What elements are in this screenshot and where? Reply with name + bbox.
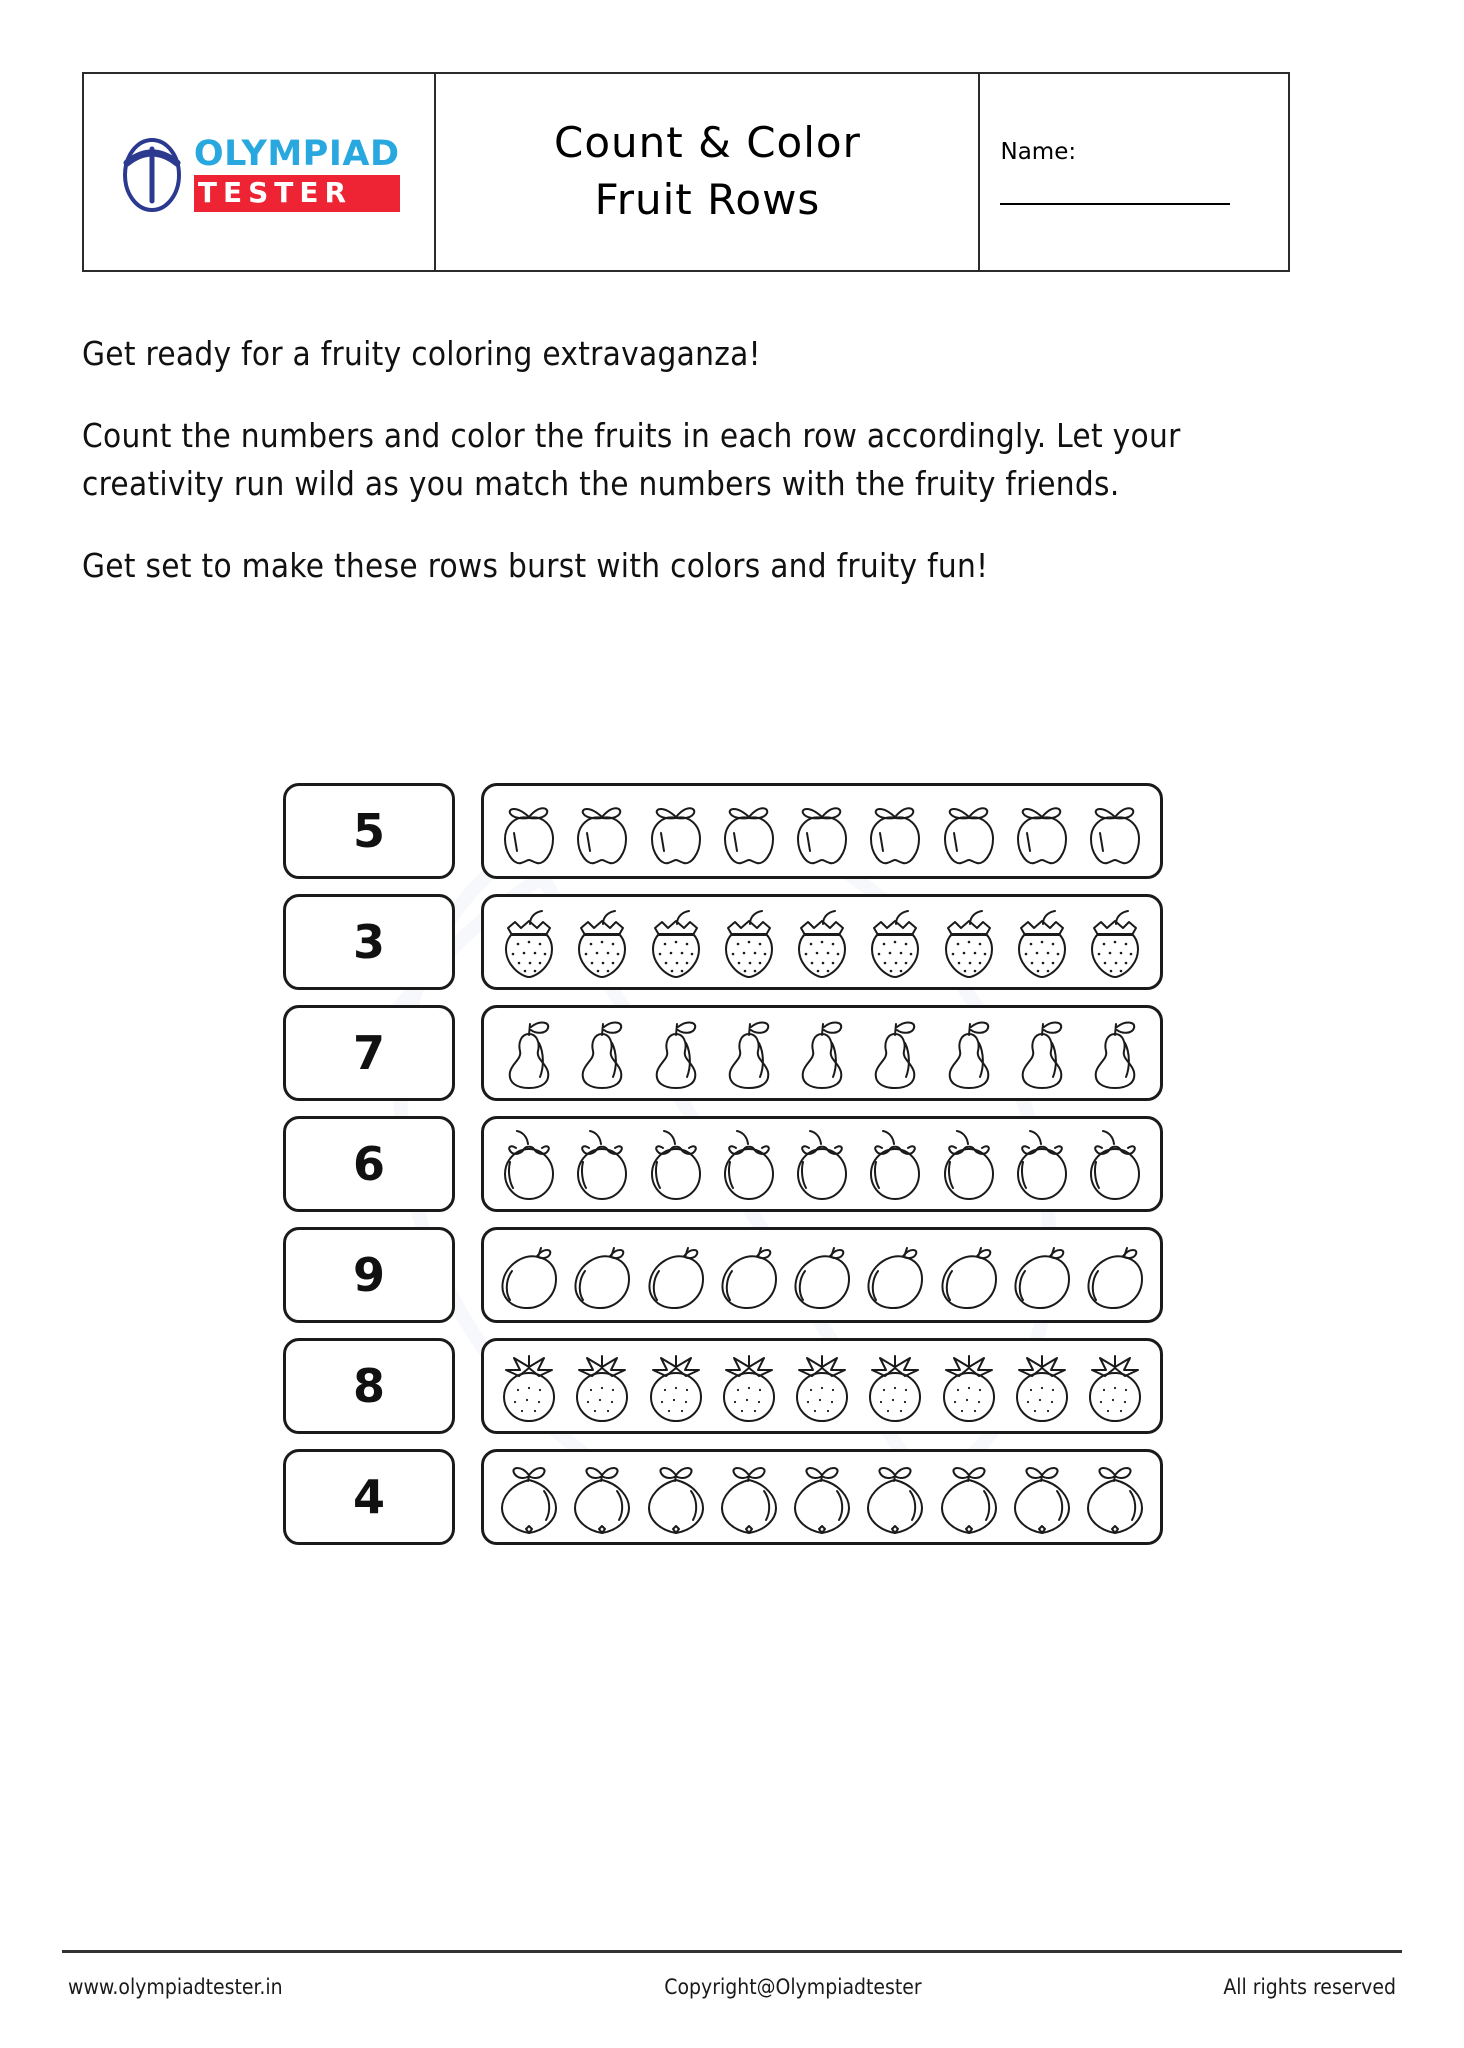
mango-outline-icon[interactable] (567, 1237, 637, 1313)
fruit-strip (481, 894, 1163, 990)
pear-outline-icon[interactable] (1007, 1015, 1077, 1091)
pear-outline-icon[interactable] (1080, 1015, 1150, 1091)
number-box[interactable] (283, 1005, 455, 1101)
exercise-row (283, 1005, 1163, 1101)
footer-website[interactable]: www.olympiadtester.in (68, 1975, 283, 1999)
tomato-outline-icon[interactable] (494, 1348, 564, 1424)
exercise-rows (283, 783, 1163, 1545)
exercise-row (283, 894, 1163, 990)
mango-outline-icon[interactable] (787, 1237, 857, 1313)
apple-outline-icon[interactable] (714, 793, 784, 869)
apple-outline-icon[interactable] (641, 793, 711, 869)
lemon-outline-icon[interactable] (787, 1459, 857, 1535)
mango-outline-icon[interactable] (1007, 1237, 1077, 1313)
tomato-outline-icon[interactable] (714, 1348, 784, 1424)
fruit-strip (481, 1005, 1163, 1101)
mango-outline-icon[interactable] (641, 1237, 711, 1313)
mango-outline-icon[interactable] (934, 1237, 1004, 1313)
number-box[interactable] (283, 894, 455, 990)
orange-outline-icon[interactable] (494, 1126, 564, 1202)
apple-outline-icon[interactable] (1080, 793, 1150, 869)
orange-outline-icon[interactable] (787, 1126, 857, 1202)
tomato-outline-icon[interactable] (1080, 1348, 1150, 1424)
apple-outline-icon[interactable] (494, 793, 564, 869)
tomato-outline-icon[interactable] (641, 1348, 711, 1424)
instructions-block (82, 330, 1322, 589)
lemon-outline-icon[interactable] (1080, 1459, 1150, 1535)
strawberry-outline-icon[interactable] (860, 904, 930, 980)
orange-outline-icon[interactable] (934, 1126, 1004, 1202)
strawberry-outline-icon[interactable] (567, 904, 637, 980)
number-value: 7 (352, 1026, 385, 1080)
tomato-outline-icon[interactable] (787, 1348, 857, 1424)
orange-outline-icon[interactable] (860, 1126, 930, 1202)
exercise-row (283, 1227, 1163, 1323)
orange-outline-icon[interactable] (714, 1126, 784, 1202)
header-logo-cell (84, 74, 436, 270)
pear-outline-icon[interactable] (934, 1015, 1004, 1091)
pear-outline-icon[interactable] (787, 1015, 857, 1091)
footer-rights-reserved: All rights reserved (1223, 1975, 1396, 1999)
tomato-outline-icon[interactable] (860, 1348, 930, 1424)
number-box[interactable] (283, 1227, 455, 1323)
olympiad-tester-logo (119, 135, 400, 213)
number-value: 8 (352, 1359, 385, 1413)
strawberry-outline-icon[interactable] (1007, 904, 1077, 980)
footer-items (62, 1975, 1402, 1999)
lemon-outline-icon[interactable] (860, 1459, 930, 1535)
lemon-outline-icon[interactable] (567, 1459, 637, 1535)
strawberry-outline-icon[interactable] (1080, 904, 1150, 980)
apple-outline-icon[interactable] (1007, 793, 1077, 869)
instruction-paragraph-3: Get set to make these rows burst with colors and fruity fun! (82, 545, 989, 585)
exercise-row (283, 1116, 1163, 1212)
page-footer (62, 1950, 1402, 1999)
exercise-row (283, 1449, 1163, 1545)
fruit-strip (481, 1227, 1163, 1323)
apple-outline-icon[interactable] (860, 793, 930, 869)
header-title-cell (436, 74, 980, 270)
name-input-line[interactable] (1000, 203, 1230, 205)
orange-outline-icon[interactable] (1080, 1126, 1150, 1202)
strawberry-outline-icon[interactable] (714, 904, 784, 980)
logo-word-tester: TESTER (197, 175, 353, 209)
fruit-strip (481, 1449, 1163, 1545)
pear-outline-icon[interactable] (714, 1015, 784, 1091)
pear-outline-icon[interactable] (567, 1015, 637, 1091)
lemon-outline-icon[interactable] (934, 1459, 1004, 1535)
orange-outline-icon[interactable] (567, 1126, 637, 1202)
lemon-outline-icon[interactable] (714, 1459, 784, 1535)
header-table (82, 72, 1290, 272)
fruit-strip (481, 783, 1163, 879)
pear-outline-icon[interactable] (860, 1015, 930, 1091)
exercise-row (283, 783, 1163, 879)
number-value: 9 (352, 1248, 385, 1302)
lemon-outline-icon[interactable] (641, 1459, 711, 1535)
page-title-line-2: Fruit Rows (594, 175, 821, 224)
mango-outline-icon[interactable] (1080, 1237, 1150, 1313)
name-label: Name: (1000, 139, 1077, 165)
instruction-paragraph-1: Get ready for a fruity coloring extravaganza! (82, 334, 761, 373)
footer-copyright: Copyright@Olympiadtester (664, 1975, 922, 1999)
orange-outline-icon[interactable] (1007, 1126, 1077, 1202)
mango-outline-icon[interactable] (714, 1237, 784, 1313)
pear-outline-icon[interactable] (641, 1015, 711, 1091)
strawberry-outline-icon[interactable] (494, 904, 564, 980)
strawberry-outline-icon[interactable] (641, 904, 711, 980)
lemon-outline-icon[interactable] (494, 1459, 564, 1535)
exercise-row (283, 1338, 1163, 1434)
header-name-cell (980, 74, 1288, 270)
tomato-outline-icon[interactable] (934, 1348, 1004, 1424)
apple-outline-icon[interactable] (567, 793, 637, 869)
number-box[interactable] (283, 1338, 455, 1434)
tomato-outline-icon[interactable] (567, 1348, 637, 1424)
page-title-line-1: Count & Color (554, 118, 861, 168)
instruction-paragraph-2: Count the numbers and color the fruits in each row accordingly. Let your creativity run wild as you match the numbers with the fruity friends. (82, 415, 1181, 503)
apple-outline-icon[interactable] (787, 793, 857, 869)
number-box[interactable] (283, 783, 455, 879)
fruit-strip (481, 1116, 1163, 1212)
number-value: 6 (352, 1137, 385, 1191)
number-box[interactable] (283, 1116, 455, 1212)
strawberry-outline-icon[interactable] (787, 904, 857, 980)
number-value: 5 (352, 804, 385, 858)
number-box[interactable] (283, 1449, 455, 1545)
fruit-strip (481, 1338, 1163, 1434)
lemon-outline-icon[interactable] (1007, 1459, 1077, 1535)
logo-wordmark (193, 133, 400, 212)
apple-outline-icon[interactable] (934, 793, 1004, 869)
tomato-outline-icon[interactable] (1007, 1348, 1077, 1424)
pear-outline-icon[interactable] (494, 1015, 564, 1091)
number-value: 3 (352, 915, 385, 969)
logo-word-olympiad: OLYMPIAD (193, 133, 400, 174)
strawberry-outline-icon[interactable] (934, 904, 1004, 980)
mango-outline-icon[interactable] (494, 1237, 564, 1313)
logo-tester-badge (194, 175, 400, 212)
footer-divider (62, 1950, 1402, 1953)
circle-t-monogram-icon (119, 135, 185, 213)
orange-outline-icon[interactable] (641, 1126, 711, 1202)
number-value: 4 (352, 1470, 385, 1524)
mango-outline-icon[interactable] (860, 1237, 930, 1313)
